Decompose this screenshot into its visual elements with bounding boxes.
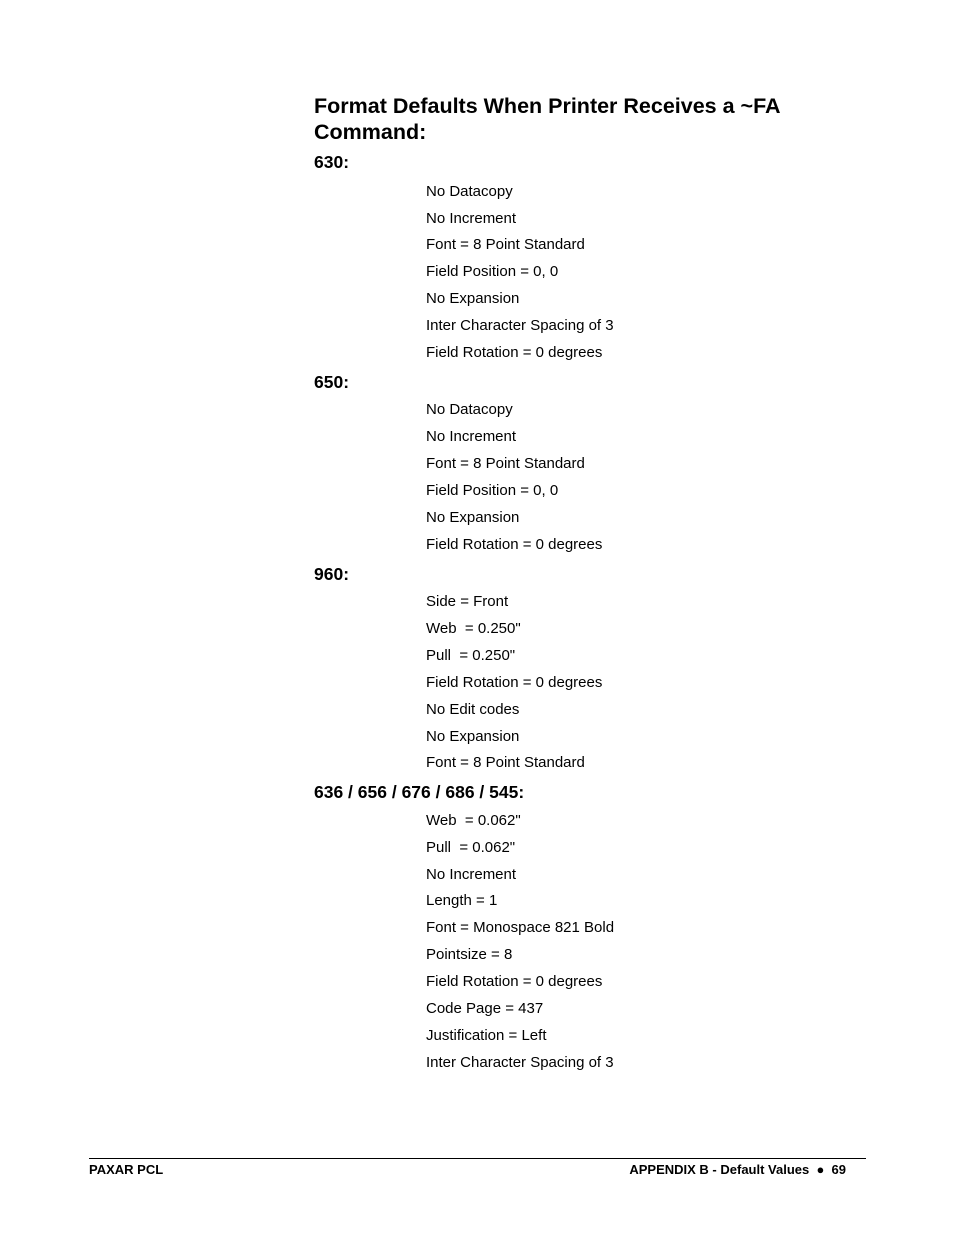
setting-item: Inter Character Spacing of 3: [426, 317, 614, 334]
setting-item: No Expansion: [426, 509, 520, 526]
footer-page-info: APPENDIX B - Default Values ● 69: [629, 1162, 846, 1177]
setting-item: Field Rotation = 0 degrees: [426, 973, 603, 990]
setting-item: Length = 1: [426, 892, 498, 909]
setting-item: No Expansion: [426, 290, 520, 307]
setting-item: Font = Monospace 821 Bold: [426, 919, 615, 936]
setting-item: Web = 0.062": [426, 812, 521, 829]
setting-item: No Increment: [426, 428, 517, 445]
setting-item: Inter Character Spacing of 3: [426, 1054, 614, 1071]
setting-item: Field Rotation = 0 degrees: [426, 536, 603, 553]
setting-item: Font = 8 Point Standard: [426, 754, 585, 771]
setting-item: Web = 0.250": [426, 620, 521, 637]
footer-document-name: PAXAR PCL: [89, 1162, 164, 1177]
setting-item: Field Position = 0, 0: [426, 482, 559, 499]
setting-item: Justification = Left: [426, 1027, 547, 1044]
setting-item: Pull = 0.250": [426, 647, 516, 664]
section-heading-650: 650:: [314, 372, 350, 392]
setting-item: Side = Front: [426, 593, 509, 610]
setting-item: Code Page = 437: [426, 1000, 544, 1017]
setting-item: Pointsize = 8: [426, 946, 513, 963]
setting-item: No Datacopy: [426, 183, 513, 200]
section-heading-636-group: 636 / 656 / 676 / 686 / 545:: [314, 782, 525, 802]
setting-item: Pull = 0.062": [426, 839, 516, 856]
setting-item: No Expansion: [426, 728, 520, 745]
setting-item: Field Position = 0, 0: [426, 263, 559, 280]
setting-item: Font = 8 Point Standard: [426, 455, 585, 472]
setting-item: Field Rotation = 0 degrees: [426, 674, 603, 691]
setting-item: No Datacopy: [426, 401, 513, 418]
setting-item: No Increment: [426, 866, 517, 883]
section-heading-960: 960:: [314, 564, 350, 584]
setting-item: No Edit codes: [426, 701, 520, 718]
setting-item: Field Rotation = 0 degrees: [426, 344, 603, 361]
footer-divider: [89, 1158, 866, 1159]
page-title: Format Defaults When Printer Receives a ~FA Command:: [314, 94, 780, 144]
setting-item: No Increment: [426, 210, 517, 227]
section-heading-630: 630:: [314, 152, 350, 172]
setting-item: Font = 8 Point Standard: [426, 236, 585, 253]
